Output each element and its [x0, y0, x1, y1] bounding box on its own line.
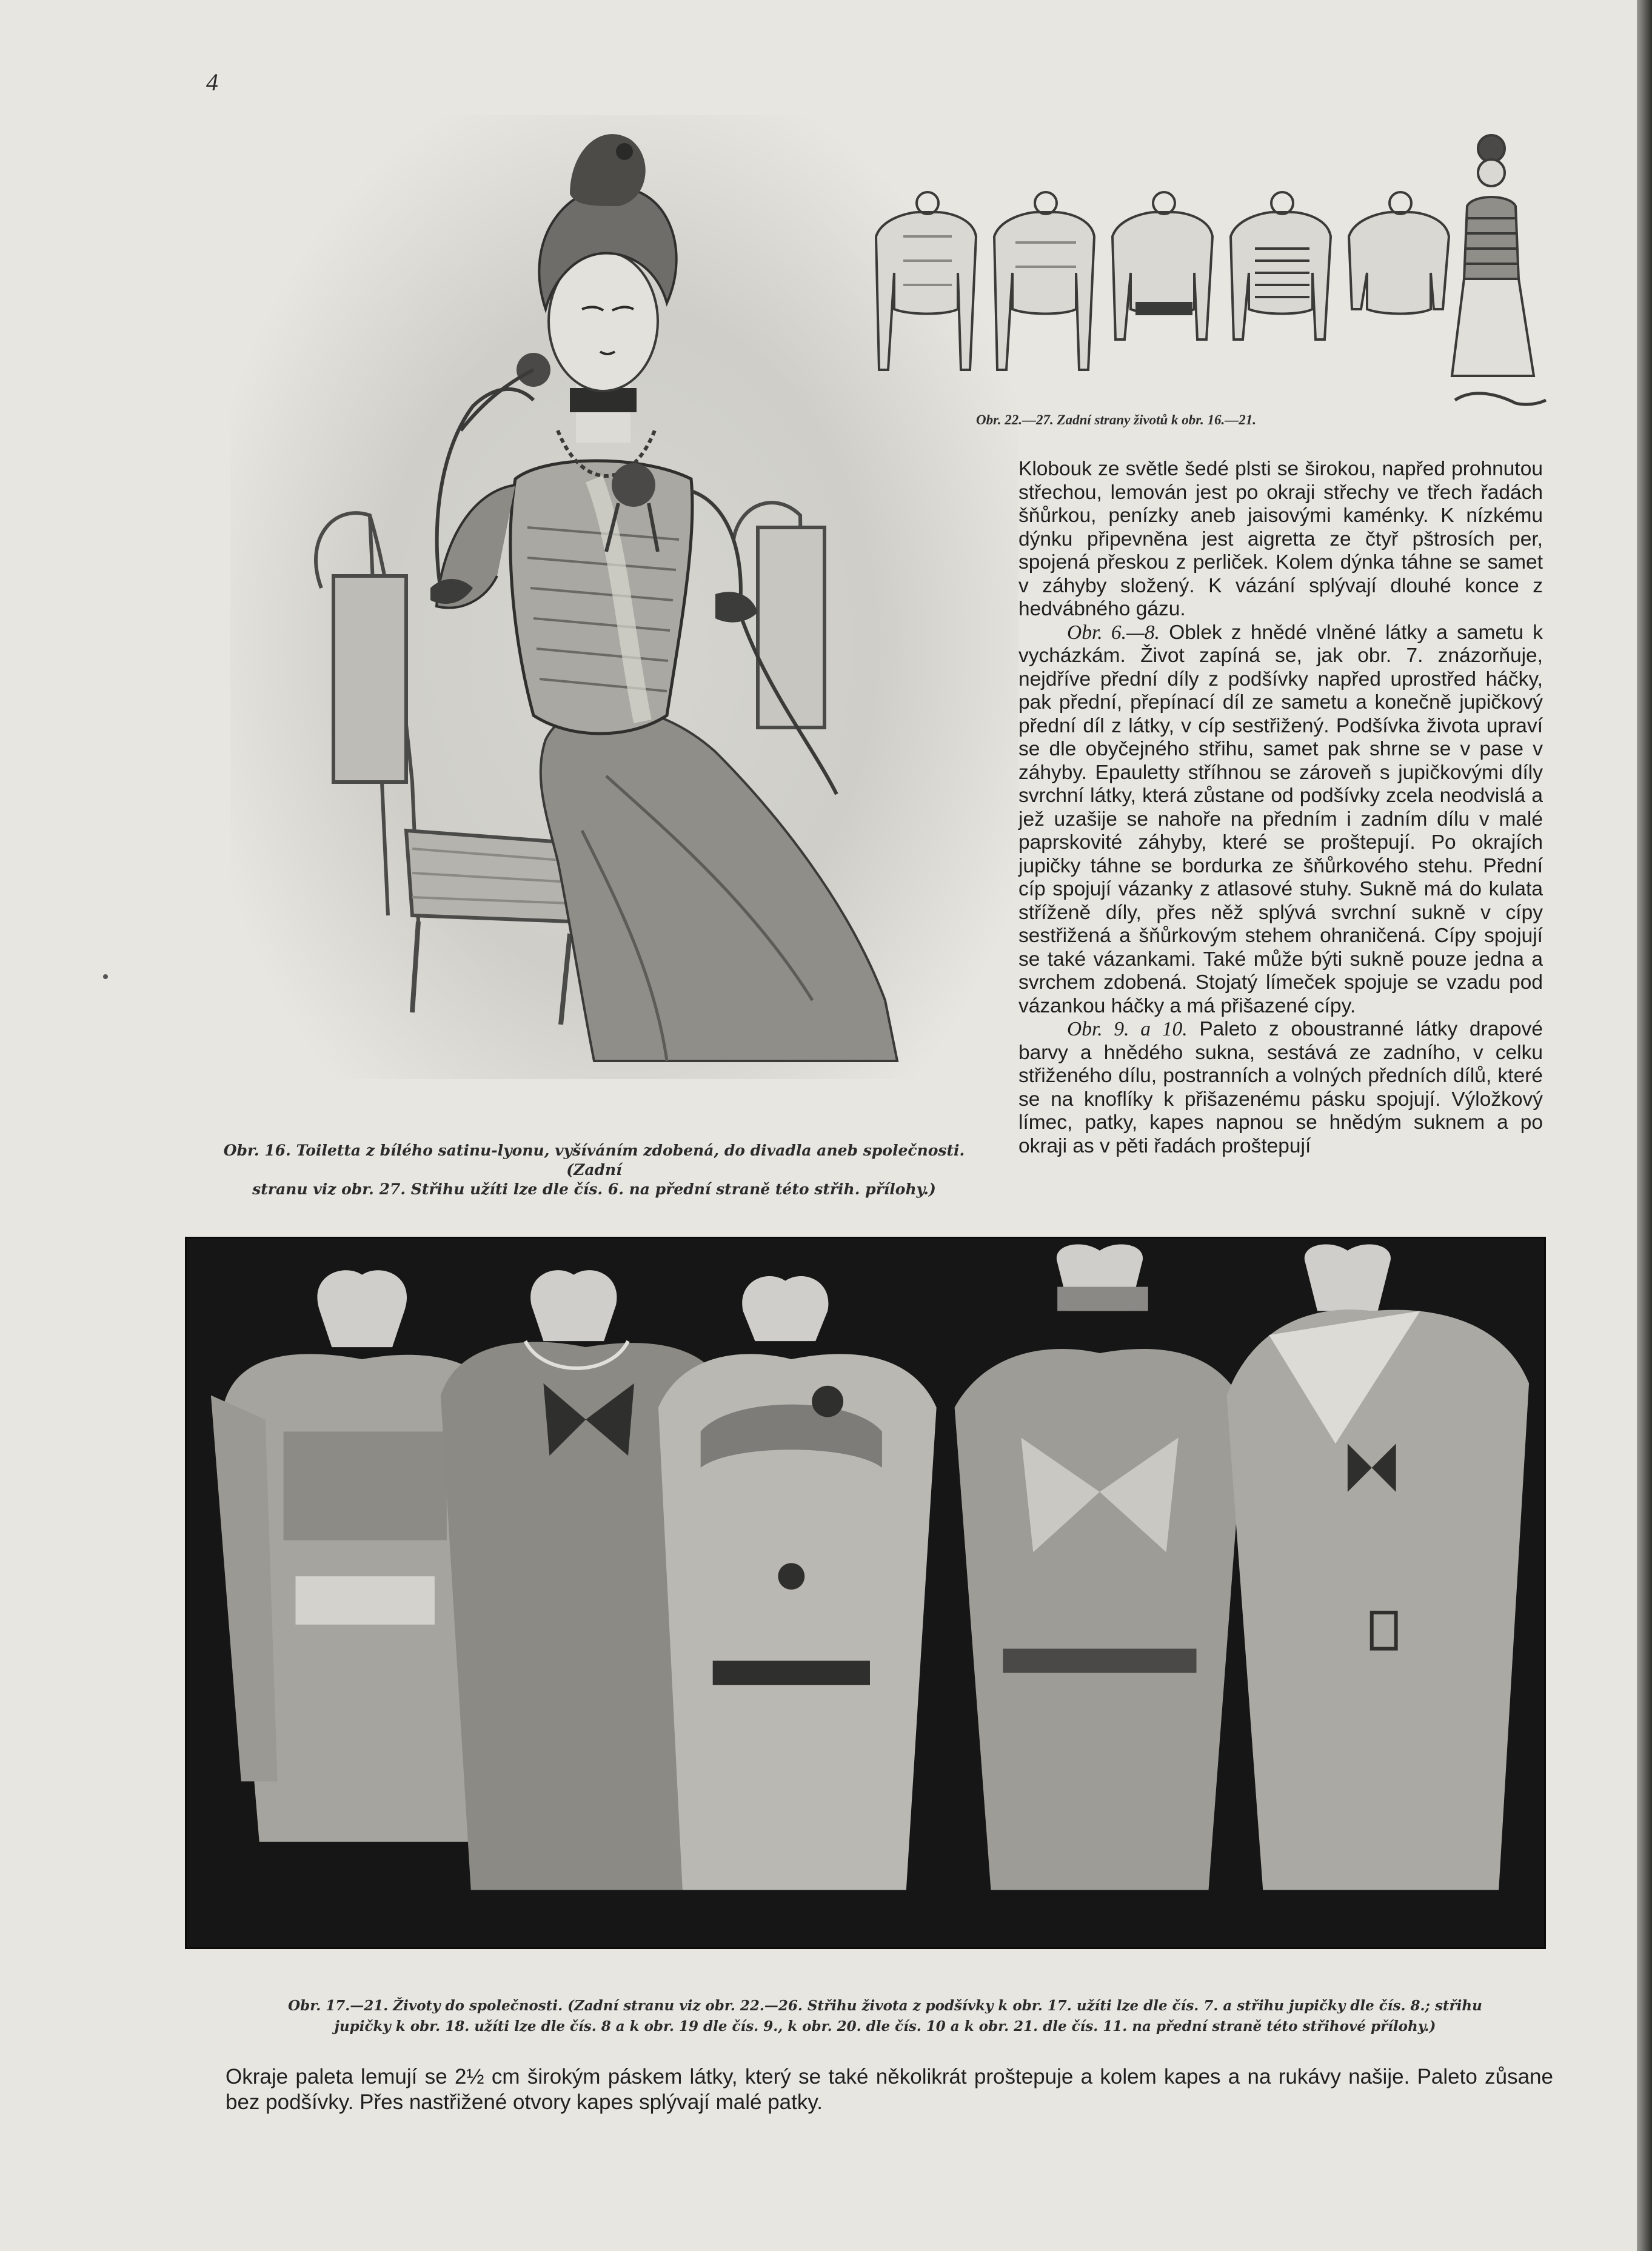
caption-line: Obr. 16. Toiletta z bílého satinu-lyonu, vyšíváním zdobená, do divadla aneb společnosti. (Zadní [223, 1142, 965, 1179]
article-text-column [1018, 458, 1543, 1158]
bodices-photograph [185, 1237, 1546, 1949]
sketch-23 [994, 192, 1094, 370]
bottom-paragraph: Okraje paleta lemují se 2½ cm širokým páskem látky, který se také několikrát proštepuje a kolem kapes a na rukávy našije. Paleto zůsane bez podšívky. Přes nastřižené otvory kapes splývají malé patky. [226, 2065, 1553, 2114]
bodice-21 [1226, 1245, 1529, 1890]
bodice-19 [658, 1276, 937, 1890]
figure-reference: Obr. 9. a 10. [1067, 1018, 1188, 1040]
photograph-caption [230, 1996, 1540, 2037]
main-illustration-caption [194, 1141, 994, 1199]
figure-reference: Obr. 6.—8. [1067, 621, 1160, 644]
print-speck [103, 974, 108, 979]
back-view-sketches [867, 127, 1552, 412]
bodices-photo-drawing [187, 1239, 1544, 1947]
page-edge-shadow [1637, 0, 1652, 2251]
caption-line: Obr. 17.—21. Životy do společnosti. (Zadní stranu viz obr. 22.—26. Střihu života z podšívky k obr. 17. užíti lze dle čís. 7. a střihu jupičky dle čís. 8.; střihu [288, 1998, 1482, 2014]
sketch-24 [1112, 192, 1212, 339]
page-number: 4 [206, 69, 218, 96]
sketch-25 [1231, 192, 1331, 339]
back-view-caption: Obr. 22.—27. Zadní strany životů k obr. 16.—21. [976, 412, 1256, 427]
paragraph-paletot-text: Paleto z oboustranné látky drapové barvy a hnědého sukna, sestává ze zadního, v celku střiženého dílu, postranních a volných předních dílů, které se na knoflíky k přišazenému pásku spojují. Výložkový límec, patky, kapes napnou se hnědým suknem a po okraji as v pěti řadách proštepují [1018, 1018, 1543, 1157]
paragraph-costume [1018, 621, 1543, 1018]
paragraph-paletot [1018, 1018, 1543, 1158]
sketch-27 [1452, 135, 1546, 404]
paragraph-costume-text: Oblek z hnědé vlněné látky a sametu k vycházkám. Život zapíná se, jak obr. 7. znázorňuje, nejdříve přední díly z podšívky napřed uprostřed háčky, pak přední, přepínací díl ze sametu a konečně jupičkový přední díl z látky, v cíp sestřižený. Podšívka života upraví se dle obyčejného střihu, samet pak shrne se v pase v záhyby. Epauletty stříhnou se zároveň s jupičkovými díly svrchní látky, která zůstane od podšívky zcela neodvislá a jež uzašije se nahoře na předním i zadním dílu v malé paprskovité záhyby, které se proštepují. Po okrajích jupičky táhne se bordurka ze šňůrkového stehu. Přední cíp spojují vázanky z atlasové stuhy. Sukně má do kulata stříženě díly, přes něž splývá svrchní sukně v cípy sestřižená a šňůrkovým stehem ohraničená. Cípy spojují se také vázankami. Také může býti sukně pouze jedna a svrchem zdobená. Stojatý límeček spojuje se vzadu pod vázankou háčky a má přišazené cípy. [1018, 621, 1543, 1017]
caption-line: jupičky k obr. 18. užíti lze dle čís. 8 a k obr. 19 dle čís. 9., k obr. 20. dle čís. 10 a k obr. 21. dle čís. 11. na přední straně této střihové přílohy.) [334, 2018, 1436, 2035]
sketch-22 [876, 192, 976, 370]
bodice-sketches [867, 127, 1552, 412]
paragraph-hat: Klobouk ze světle šedé plsti se širokou, napřed prohnutou střechou, lemován jest po okraji střechy ve třech řadách šňůrkou, penízky aneb jaisovými kaménky. K nízkému dýnku připevněna jest aigretta ze čtyř pštrosích per, spojená přeskou z perliček. Kolem dýnka táhne se samet v záhyby složený. K vázání splývají dlouhé konce z hedvábného gázu. [1018, 458, 1543, 620]
sketch-26 [1349, 192, 1449, 314]
caption-line: stranu viz obr. 27. Střihu užíti lze dle čís. 6. na přední straně této střih. přílohy.) [252, 1180, 936, 1198]
